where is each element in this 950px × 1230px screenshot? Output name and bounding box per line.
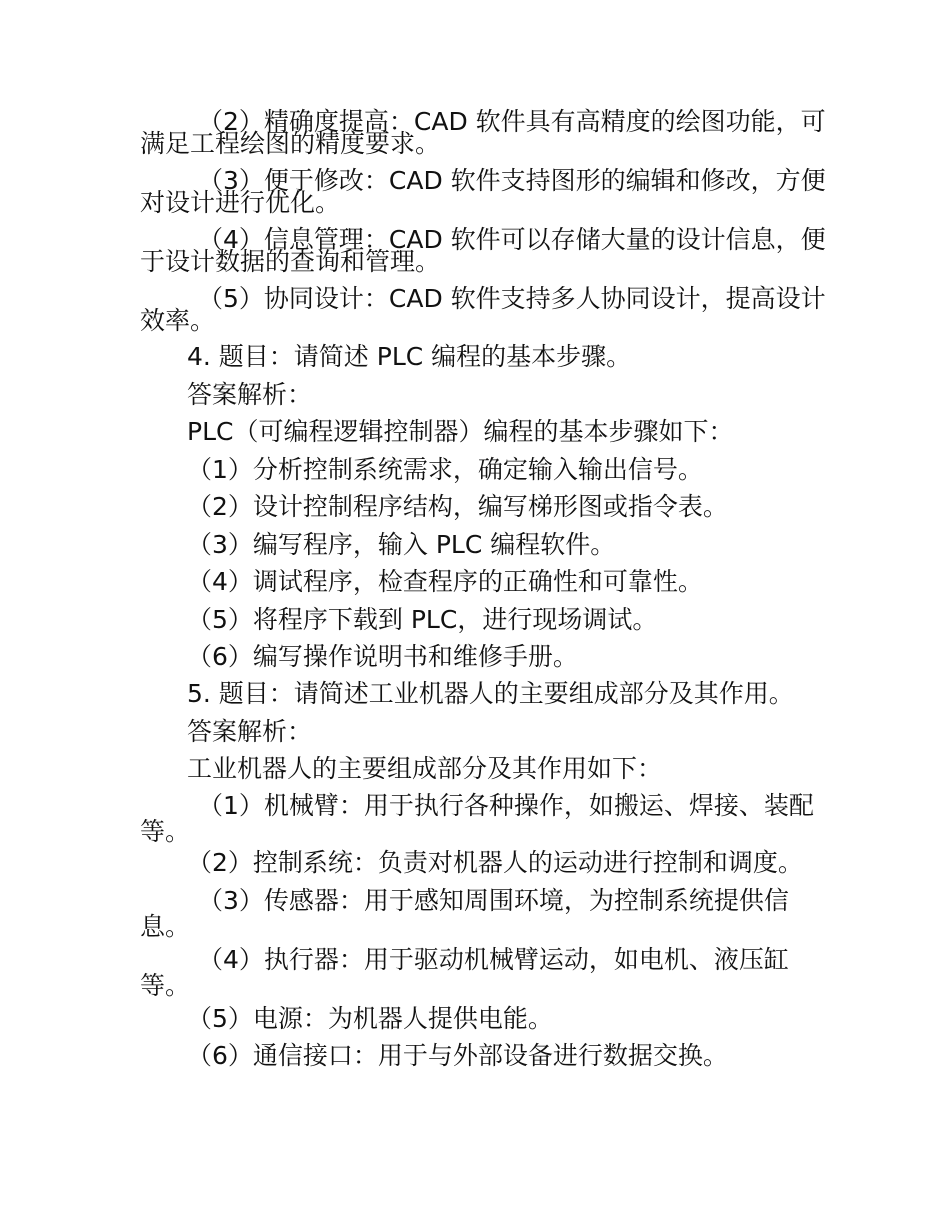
- cad-advantage-4: [140, 226, 826, 276]
- paragraph-line: 满足工程绘图的精度要求。: [140, 129, 441, 158]
- robot-part-6: （6）通信接口：用于与外部设备进行数据交换。: [187, 1041, 728, 1070]
- paragraph-line: 对设计进行优化。: [140, 188, 341, 217]
- robot-part-2: （2）控制系统：负责对机器人的运动进行控制和调度。: [187, 848, 803, 877]
- cad-advantage-3: [140, 167, 826, 217]
- paragraph-line: （2）精确度提高：CAD 软件具有高精度的绘图功能，可: [198, 107, 826, 136]
- question-5-title: 5. 题目：请简述工业机器人的主要组成部分及其作用。: [187, 679, 794, 708]
- plc-step-3: （3）编写程序，输入 PLC 编程软件。: [187, 530, 616, 559]
- paragraph-line: （3）传感器：用于感知周围环境，为控制系统提供信: [198, 886, 789, 915]
- cad-advantage-5: [140, 285, 826, 335]
- question-5-answer-label: 答案解析：: [187, 717, 313, 746]
- question-4-title: 4. 题目：请简述 PLC 编程的基本步骤。: [187, 342, 632, 371]
- robot-part-3: [140, 887, 789, 941]
- paragraph-line: 等。: [140, 817, 191, 846]
- paragraph-line: 息。: [140, 912, 191, 941]
- paragraph-line: 等。: [140, 971, 191, 1000]
- paragraph-line: （5）协同设计：CAD 软件支持多人协同设计，提高设计: [198, 284, 826, 313]
- question-5-intro: 工业机器人的主要组成部分及其作用如下：: [187, 754, 663, 783]
- paragraph-line: （4）执行器：用于驱动机械臂运动，如电机、液压缸: [198, 945, 789, 974]
- plc-step-4: （4）调试程序，检查程序的正确性和可靠性。: [187, 567, 703, 596]
- cad-advantage-2: [140, 108, 826, 158]
- paragraph-line: （3）便于修改：CAD 软件支持图形的编辑和修改，方便: [198, 166, 826, 195]
- robot-part-1: [140, 792, 814, 846]
- plc-step-2: （2）设计控制程序结构，编写梯形图或指令表。: [187, 492, 728, 521]
- plc-step-5: （5）将程序下载到 PLC，进行现场调试。: [187, 605, 658, 634]
- paragraph-line: （4）信息管理：CAD 软件可以存储大量的设计信息，便: [198, 225, 826, 254]
- paragraph-line: 效率。: [140, 306, 216, 335]
- plc-step-1: （1）分析控制系统需求，确定输入输出信号。: [187, 455, 703, 484]
- paragraph-line: 于设计数据的查询和管理。: [140, 247, 441, 276]
- paragraph-line: （1）机械臂：用于执行各种操作，如搬运、焊接、装配: [198, 791, 814, 820]
- robot-part-4: [140, 946, 789, 1000]
- robot-part-5: （5）电源：为机器人提供电能。: [187, 1004, 553, 1033]
- plc-step-6: （6）编写操作说明书和维修手册。: [187, 642, 578, 671]
- question-4-answer-label: 答案解析：: [187, 380, 313, 409]
- question-4-intro: PLC（可编程逻辑控制器）编程的基本步骤如下：: [187, 417, 734, 446]
